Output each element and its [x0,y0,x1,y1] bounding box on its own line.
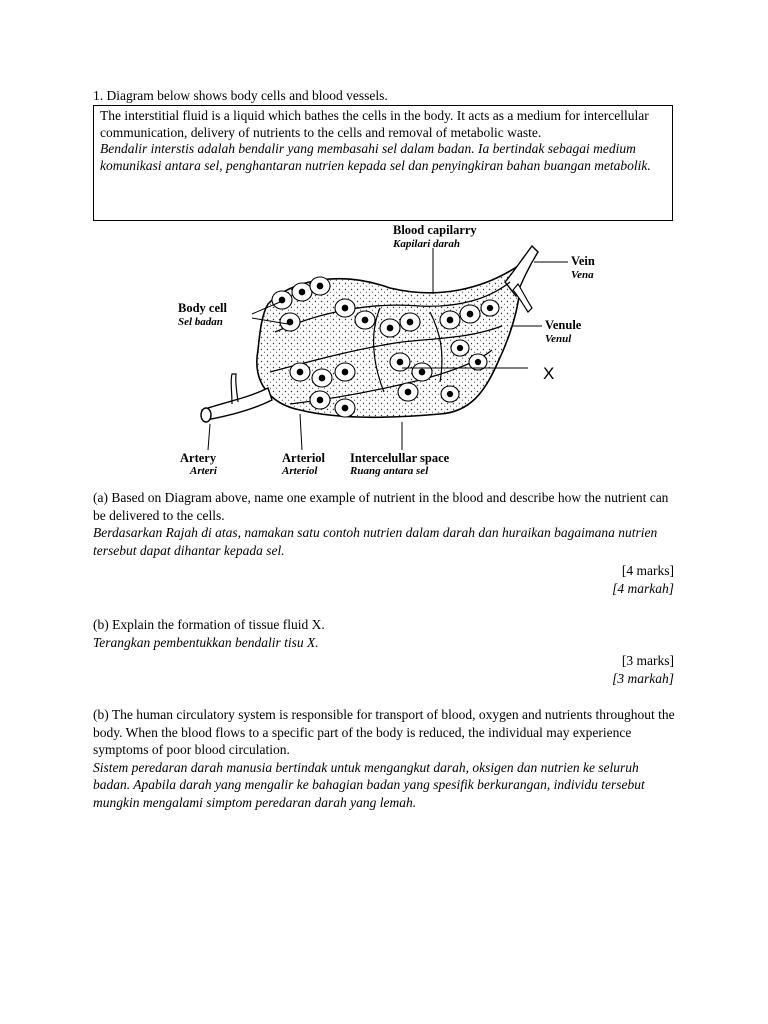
label-venule-ms: Venul [545,333,572,345]
label-vein-ms: Vena [571,269,594,281]
pointer-artery [208,424,210,450]
part-b2-question [93,706,678,812]
pointer-arteriol [300,414,302,450]
label-intercellular-ms: Ruang antara sel [350,465,429,477]
part-a-question [93,489,678,559]
label-vein: Vein [571,254,595,268]
part-a-marks-ms: [4 markah] [612,580,674,596]
body-cells-diagram [140,222,630,484]
label-arteriol: Arteriol [282,451,326,465]
label-body-cell-ms: Sel badan [178,316,223,328]
label-venule: Venule [545,318,582,332]
part-b-marks-ms: [3 markah] [612,670,674,686]
part-b2-malay: Sistem peredaran darah manusia bertindak untuk mengangkut darah, oksigen dan nutrien ke seluruh badan. Apabila darah yang mengalir ke bahagian badan yang spesifik berkurangan, individu tersebut mungkin mengalami simptom peredaran darah yang lemah. [93,759,645,810]
part-a-marks-en: [4 marks] [621,563,674,578]
part-b-marks [612,652,674,687]
part-b-malay: Terangkan pembentukkan bendalir tisu X. [93,634,319,650]
part-a-english: (a) Based on Diagram above, name one example of nutrient in the blood and describe how the nutrient can be delivered to the cells. [93,490,669,523]
label-blood-capillary-ms: Kapilari darah [393,238,460,250]
part-b-english: (b) Explain the formation of tissue fluid X. [93,617,325,632]
label-artery: Artery [180,451,217,465]
label-body-cell: Body cell [178,301,227,315]
part-b-marks-en: [3 marks] [621,653,674,668]
part-a-marks [612,562,674,597]
info-english: The interstitial fluid is a liquid which bathes the cells in the body. It acts as a medium for intercellular communication, delivery of nutrients to the cells and removal of metabolic waste. [100,108,649,140]
label-intercellular: Intercelullar space [350,451,450,465]
diagram-svg [140,222,630,484]
label-blood-capillary: Blood capilarry [393,223,477,237]
part-a-malay: Berdasarkan Rajah di atas, namakan satu contoh nutrien dalam darah dan huraikan bagaimana nutrien tersebut dapat dihantar kepada sel. [93,525,658,558]
part-b2-english: (b) The human circulatory system is responsible for transport of blood, oxygen and nutrients throughout the body. When the blood flows to a specific part of the body is reduced, the individual may experience symptoms of poor blood circulation. [93,707,675,758]
artery-opening [201,408,211,422]
label-artery-ms: Arteri [190,465,217,477]
label-x: X [543,364,555,383]
part-b-question [93,616,678,651]
question-title: 1. Diagram below shows body cells and blood vessels. [93,88,388,103]
label-arteriol-ms: Arteriol [282,465,318,477]
info-box [93,105,673,221]
info-malay: Bendalir interstis adalah bendalir yang membasahi sel dalam badan. Ia bertindak sebagai medium komunikasi antara sel, penghantaran nutrien kepada sel dan penyingkiran bahan buangan metabolik. [100,141,651,173]
